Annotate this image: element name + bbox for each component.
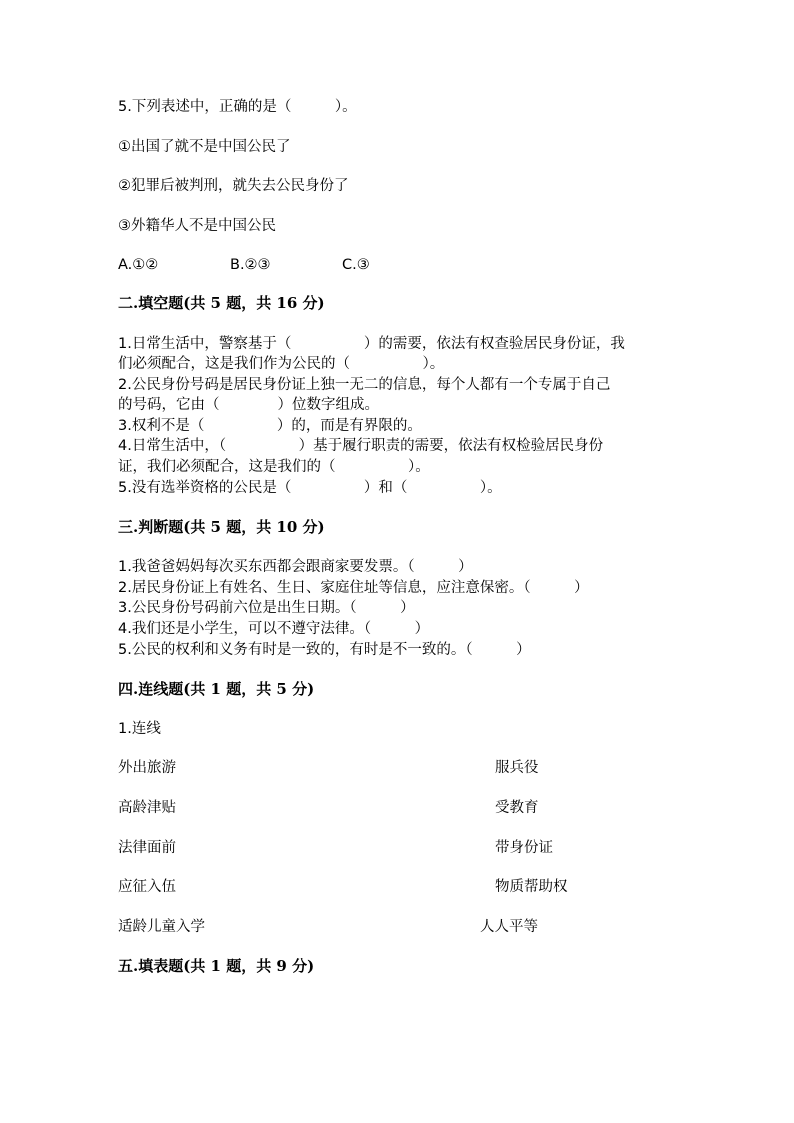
text-line: 2.居民身份证上有姓名、生日、家庭住址等信息，应注意保密。（ ） — [118, 580, 589, 596]
match-right-item: 物质帮助权 — [495, 879, 568, 895]
section-heading: 二.填空题(共 5 题，共 16 分) — [118, 294, 325, 312]
match-left-item: 高龄津贴 — [118, 800, 176, 816]
text-line: 们必须配合，这是我们作为公民的（ ）。 — [118, 356, 445, 372]
text-line: 的号码，它由（ ）位数字组成。 — [118, 397, 379, 413]
match-right-item: 带身份证 — [495, 840, 553, 856]
text-line: 5.公民的权利和义务有时是一致的，有时是不一致的。（ ） — [118, 642, 531, 658]
statement-item: ③外籍华人不是中国公民 — [118, 218, 276, 234]
statement-item: ②犯罪后被判刑，就失去公民身份了 — [118, 178, 349, 194]
text-line: 3.权利不是（ ）的，而是有界限的。 — [118, 418, 422, 434]
text-line: 4.日常生活中，（ ）基于履行职责的需要，依法有权检验居民身份 — [118, 438, 604, 454]
option-a: A.①② — [118, 257, 159, 273]
match-right-item: 人人平等 — [480, 919, 538, 935]
section-heading: 四.连线题(共 1 题，共 5 分) — [118, 680, 315, 698]
section-heading: 三.判断题(共 5 题，共 10 分) — [118, 518, 325, 536]
match-left-item: 法律面前 — [118, 840, 176, 856]
match-left-item: 适龄儿童入学 — [118, 919, 205, 935]
text-line: 5.没有选举资格的公民是（ ）和（ ）。 — [118, 480, 502, 496]
text-line: 2.公民身份号码是居民身份证上独一无二的信息，每个人都有一个专属于自己 — [118, 377, 611, 393]
text-line: 证，我们必须配合，这是我们的（ ）。 — [118, 459, 430, 475]
section-heading: 五.填表题(共 1 题，共 9 分) — [118, 957, 315, 975]
question-stem: 1.连线 — [118, 721, 161, 737]
match-left-item: 应征入伍 — [118, 879, 176, 895]
text-line: 3.公民身份号码前六位是出生日期。（ ） — [118, 600, 415, 616]
text-line: 1.我爸爸妈妈每次买东西都会跟商家要发票。（ ） — [118, 559, 473, 575]
match-right-item: 服兵役 — [495, 760, 539, 776]
question-stem: 5.下列表述中，正确的是（ ）。 — [118, 99, 357, 115]
match-left-item: 外出旅游 — [118, 760, 176, 776]
statement-item: ①出国了就不是中国公民了 — [118, 139, 291, 155]
option-c: C.③ — [342, 257, 370, 273]
option-b: B.②③ — [230, 257, 271, 273]
text-line: 1.日常生活中，警察基于（ ）的需要，依法有权查验居民身份证，我 — [118, 336, 625, 352]
text-line: 4.我们还是小学生，可以不遵守法律。（ ） — [118, 621, 430, 637]
match-right-item: 受教育 — [495, 800, 539, 816]
